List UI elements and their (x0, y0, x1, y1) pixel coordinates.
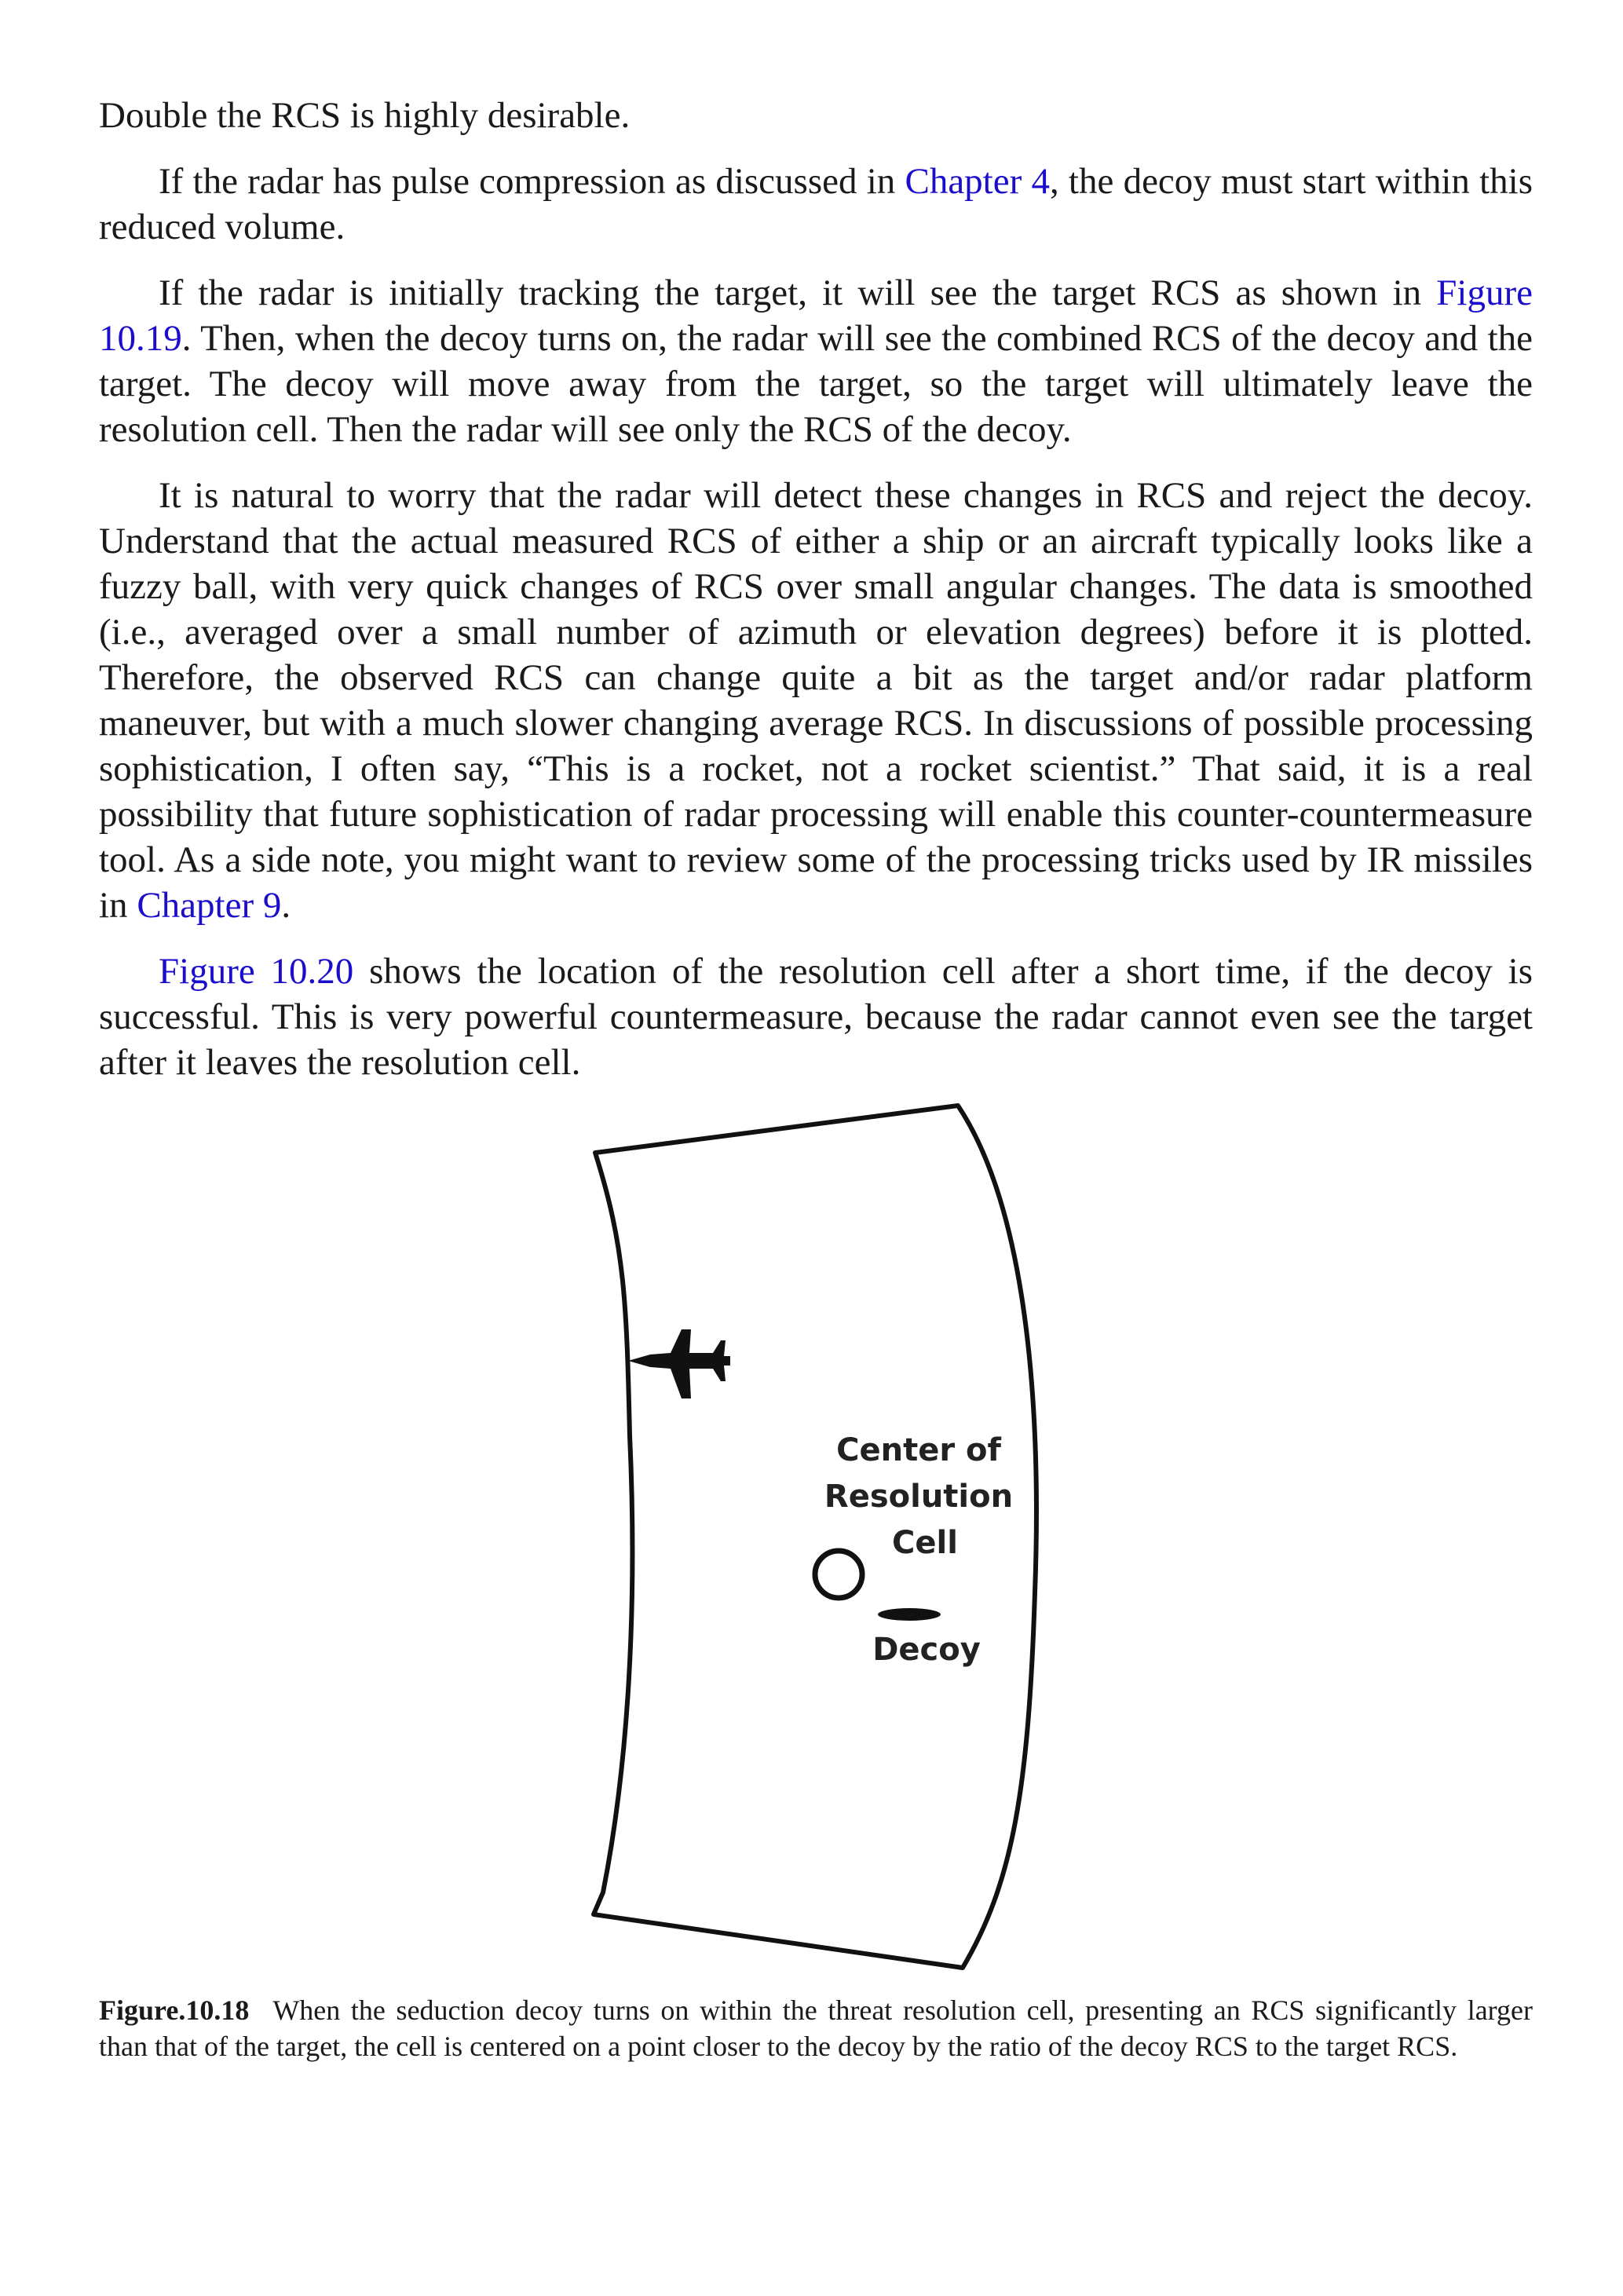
chapter-9-link[interactable]: Chapter 9 (137, 885, 282, 926)
paragraph-1: Double the RCS is highly desirable. (99, 95, 631, 136)
center-circle-icon (815, 1551, 862, 1598)
resolution-cell-outline (594, 1106, 1036, 1968)
figure-number: Figure.10.18 (99, 1994, 250, 2026)
paragraph-3-text-b: . Then, when the decoy turns on, the radar will see the combined RCS of the decoy and the target. The decoy will move away from the target, so the target will ultimately leave the resolution cell. Then the radar will see only the RCS of the decoy. (99, 318, 1533, 450)
decoy-label: Decoy (872, 1632, 981, 1668)
paragraph-3-text-a: If the radar is initially tracking the target, it will see the target RCS as shown in (159, 272, 1437, 313)
center-label-line-2: Resolution (824, 1479, 1014, 1515)
paragraph-5 (99, 949, 1533, 1085)
caption-text: When the seduction decoy turns on within the threat resolution cell, presenting an RCS significantly larger than that of the target, the cell is centered on a point closer to the decoy by the ratio of the decoy RCS to the target RCS. (99, 1994, 1533, 2062)
paragraph-3 (99, 270, 1533, 452)
paragraph-4-text-b: . (281, 885, 291, 926)
decoy-ellipse-icon (878, 1608, 941, 1621)
figure-10-20-link[interactable]: Figure 10.20 (159, 951, 354, 992)
paragraph-2-text-a: If the radar has pulse compression as discussed in (159, 161, 905, 202)
paragraph-4-text-a: It is natural to worry that the radar will detect these changes in RCS and reject the decoy. Understand that the actual measured RCS of either a ship or an aircraft typically looks like a fuzzy ball, with very quick changes of RCS over small angular changes. The data is smoothed (i.e., averaged over a small number of azimuth or elevation degrees) before it is plotted. Therefore, the observed RCS can change quite a bit as the target and/or radar platform maneuver, but with a much slower changing average RCS. In discussions of possible processing sophistication, I often say, “This is a rocket, not a rocket scientist.” That said, it is a real possibility that future sophistication of radar processing will enable this counter-countermeasure tool. As a side note, you might want to review some of the processing tricks used by IR missiles in (99, 475, 1533, 926)
resolution-cell-diagram (581, 1098, 1068, 1983)
figure-caption (99, 1992, 1533, 2064)
page-body (99, 93, 1533, 1106)
resolution-cell-figure (581, 1098, 1068, 1983)
center-label-line-1: Center of (836, 1432, 1001, 1468)
paragraph-4 (99, 473, 1533, 928)
figure-10-19-link[interactable]: Figure 10.19 (99, 272, 1533, 359)
center-label-line-3: Cell (892, 1525, 958, 1561)
paragraph-5-text: shows the location of the resolution cell after a short time, if the decoy is successful. This is very powerful countermeasure, because the radar cannot even see the target after it leaves the resolution cell. (99, 951, 1533, 1083)
chapter-4-link[interactable]: Chapter 4 (905, 161, 1050, 202)
paragraph-2-text-b: , the decoy must start within this reduced volume. (99, 161, 1533, 247)
paragraph-2 (99, 159, 1533, 250)
